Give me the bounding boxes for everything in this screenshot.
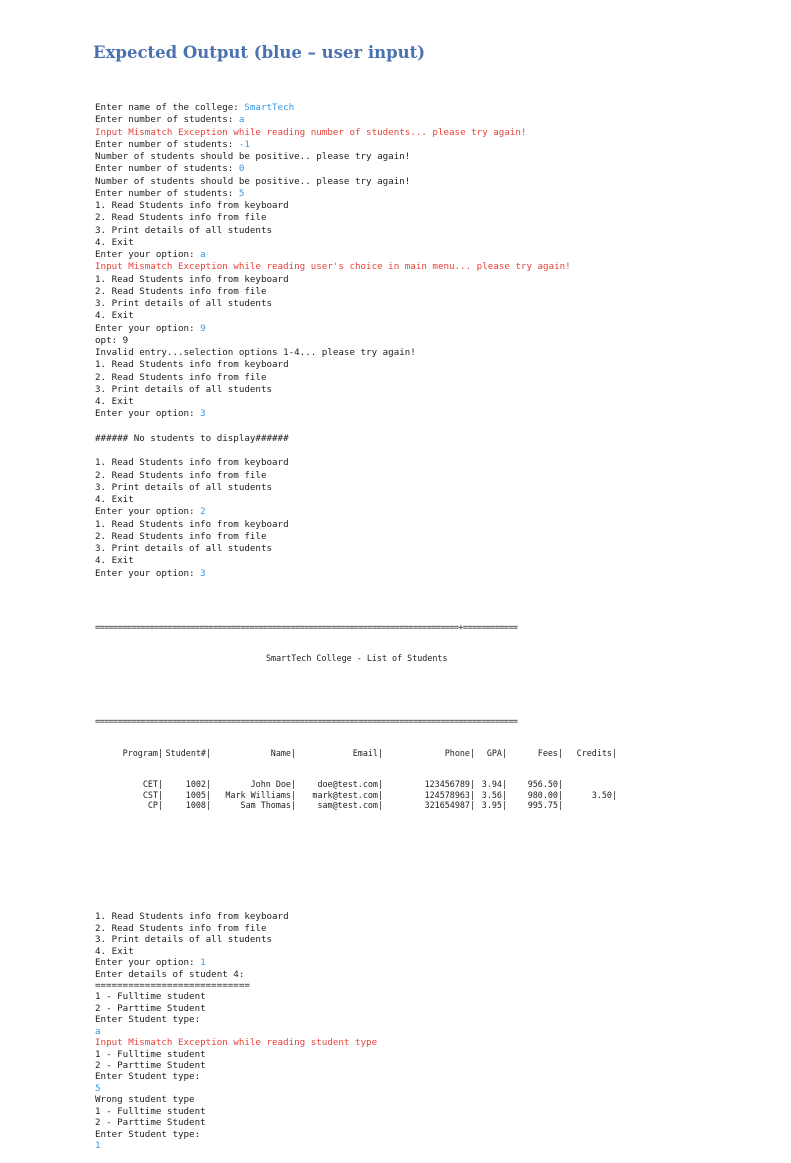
console-text: Enter Student type: [95, 1128, 201, 1140]
user-input: 1 [95, 1140, 101, 1152]
console-line [95, 323, 630, 335]
table-body [95, 779, 630, 812]
user-input: 1 [200, 957, 206, 969]
column-header: Program| [122, 747, 163, 758]
console-line [95, 1026, 630, 1037]
menu-option-line: 1. Read Students info from keyboard [95, 359, 289, 371]
console-line [95, 1140, 630, 1151]
menu-option-line: 3. Print details of all students [95, 934, 273, 946]
menu-option-line: 3. Print details of all students [95, 383, 273, 395]
console-line [95, 1094, 630, 1105]
table-cell: 956.50| [527, 778, 563, 789]
console-text: Enter your option: [95, 249, 201, 260]
table-cell: doe@test.com| [317, 778, 383, 789]
student-type-option-line: 1 - Fulltime student [95, 991, 206, 1003]
console-line [95, 433, 630, 445]
table-cell: CP| [147, 800, 163, 811]
table-cell: 3.56| [481, 789, 507, 800]
console-text: Invalid entry...selection options 1-4... please try again! [95, 347, 416, 358]
console-line [95, 568, 630, 580]
column-header: Email| [352, 747, 383, 758]
user-input: 5 [238, 187, 245, 199]
user-input: 3 [200, 567, 206, 579]
column-header: Fees| [537, 747, 563, 758]
console-text: Enter your option: [95, 957, 201, 969]
user-input: SmartTech [244, 102, 295, 113]
menu-option-line: 2. Read Students info from file [95, 371, 267, 383]
menu-option-line: 1. Read Students info from keyboard [95, 457, 289, 469]
student-type-option-line: 2 - Parttime Student [95, 1002, 206, 1014]
table-cell: 1008| [185, 800, 211, 811]
table-cell: CET| [142, 778, 163, 789]
console-text: Enter Student type: [95, 1071, 201, 1083]
column-header: GPA| [486, 747, 507, 758]
user-input: 5 [95, 1082, 101, 1094]
console-text: Enter number of students: [95, 138, 239, 150]
menu-option-line: 2. Read Students info from file [95, 922, 267, 934]
table-header-row [95, 748, 630, 759]
console-session-after-table [95, 911, 630, 1151]
console-text: Enter your option: [95, 506, 201, 518]
menu-option-line: 2. Read Students info from file [95, 530, 267, 542]
user-input: 9 [200, 322, 206, 334]
menu-option-line: 3. Print details of all students [95, 298, 273, 309]
menu-option-line: 4. Exit [95, 945, 134, 957]
menu-option-line: 3. Print details of all students [95, 543, 273, 554]
console-line [95, 163, 630, 175]
console-output [95, 80, 630, 1163]
console-text: Enter name of the college: [95, 102, 245, 113]
table-cell: 1005| [185, 789, 211, 800]
console-text: Enter Student type: [95, 1014, 201, 1026]
menu-option-line: 4. Exit [95, 236, 134, 248]
student-type-option-line: 2 - Parttime Student [95, 1117, 206, 1129]
console-text: Enter number of students: [95, 114, 239, 126]
menu-option-line: 4. Exit [95, 494, 134, 505]
table-cell: 321654987| [424, 800, 475, 811]
console-text: Enter number of students: [95, 163, 239, 175]
console-line [95, 1083, 630, 1094]
table-cell: 3.95| [481, 800, 507, 811]
table-cell [563, 779, 617, 790]
console-text: Number of students should be positive.. please try again! [95, 175, 411, 187]
console-line [95, 249, 630, 261]
page-heading: Expected Output (blue – user input) [93, 43, 426, 62]
menu-option-line: 1. Read Students info from keyboard [95, 200, 289, 211]
table-cell: 1002| [185, 778, 211, 789]
table-cell: Mark Williams| [225, 789, 296, 800]
console-text: Enter your option: [95, 567, 201, 579]
user-input: 3 [200, 408, 206, 420]
table-cell: sam@test.com| [317, 800, 383, 811]
menu-option-line: 1. Read Students info from keyboard [95, 273, 289, 285]
student-type-option-line: 1 - Fulltime student [95, 1048, 206, 1060]
error-message: Input Mismatch Exception while reading number of students... please try again! [95, 126, 527, 138]
console-line [95, 980, 630, 991]
menu-option-line: 4. Exit [95, 396, 134, 407]
console-text: Enter number of students: [95, 187, 239, 199]
console-session-before-table [95, 102, 630, 580]
menu-option-line: 3. Print details of all students [95, 481, 273, 493]
console-line [95, 957, 630, 968]
error-message: Input Mismatch Exception while reading student type [95, 1037, 378, 1049]
student-list-table [95, 602, 630, 832]
table-cell: 3.94| [481, 778, 507, 789]
column-header: Name| [270, 747, 296, 758]
table-row [95, 790, 630, 801]
table-top-rule: ================================================================================+============ [95, 621, 518, 632]
table-cell [563, 800, 617, 811]
spacer [95, 853, 630, 889]
user-input: a [95, 1025, 101, 1037]
console-text: ###### No students to display###### [95, 432, 289, 444]
table-cell: 995.75| [527, 800, 563, 811]
menu-option-line: 1. Read Students info from keyboard [95, 911, 289, 923]
table-row [95, 800, 630, 811]
menu-option-line: 3. Print details of all students [95, 224, 273, 236]
console-line [95, 969, 630, 980]
console-text: ============================ [95, 979, 250, 991]
table-cell: Sam Thomas| [240, 800, 296, 811]
console-line [95, 188, 630, 200]
console-text: opt: 9 [95, 334, 129, 346]
blank-line [95, 685, 630, 697]
menu-option-line: 4. Exit [95, 555, 134, 567]
blank-line [95, 421, 630, 433]
table-header-rule: ============================================================================================= [95, 716, 518, 727]
error-line [95, 1037, 630, 1048]
error-message: Input Mismatch Exception while reading user's choice in main menu... please try again! [95, 261, 571, 273]
user-input: -1 [238, 138, 250, 150]
table-title: SmartTech College - List of Students [266, 653, 448, 664]
user-input: 2 [200, 506, 206, 518]
user-input: a [200, 249, 206, 260]
console-line [95, 176, 630, 188]
student-type-option-line: 2 - Parttime Student [95, 1060, 206, 1071]
console-line [95, 1129, 630, 1140]
console-line [95, 335, 630, 347]
console-text: Enter details of student 4: [95, 968, 245, 980]
error-line [95, 261, 630, 273]
console-text: Number of students should be positive.. please try again! [95, 151, 411, 162]
menu-option-line: 1. Read Students info from keyboard [95, 518, 289, 530]
console-line [95, 151, 630, 163]
error-line [95, 127, 630, 139]
table-cell: 980.00| [527, 789, 563, 800]
blank-line [95, 445, 630, 457]
console-text: Enter your option: [95, 322, 201, 334]
menu-option-line: 2. Read Students info from file [95, 285, 267, 297]
console-line [95, 408, 630, 420]
menu-option-line: 4. Exit [95, 310, 134, 322]
student-type-option-line: 1 - Fulltime student [95, 1105, 206, 1117]
console-text: Wrong student type [95, 1094, 195, 1106]
column-header: Credits| [576, 747, 617, 758]
column-header: Phone| [444, 747, 475, 758]
console-text: Enter your option: [95, 408, 201, 420]
menu-option-line: 2. Read Students info from file [95, 469, 267, 481]
table-cell: 124578963| [424, 789, 475, 800]
console-line [95, 347, 630, 359]
console-line [95, 102, 630, 114]
table-cell: John Doe| [250, 778, 296, 789]
menu-option-line: 2. Read Students info from file [95, 212, 267, 224]
console-line [95, 1071, 630, 1082]
console-line [95, 139, 630, 151]
column-header: Student#| [165, 747, 211, 758]
table-cell: 123456789| [424, 778, 475, 789]
table-row [95, 779, 630, 790]
user-input: 0 [238, 163, 245, 175]
console-line [95, 114, 630, 126]
table-cell: 3.50| [591, 789, 617, 800]
user-input: a [238, 114, 245, 126]
table-cell: mark@test.com| [312, 789, 383, 800]
console-line [95, 506, 630, 518]
table-cell: CST| [142, 789, 163, 800]
